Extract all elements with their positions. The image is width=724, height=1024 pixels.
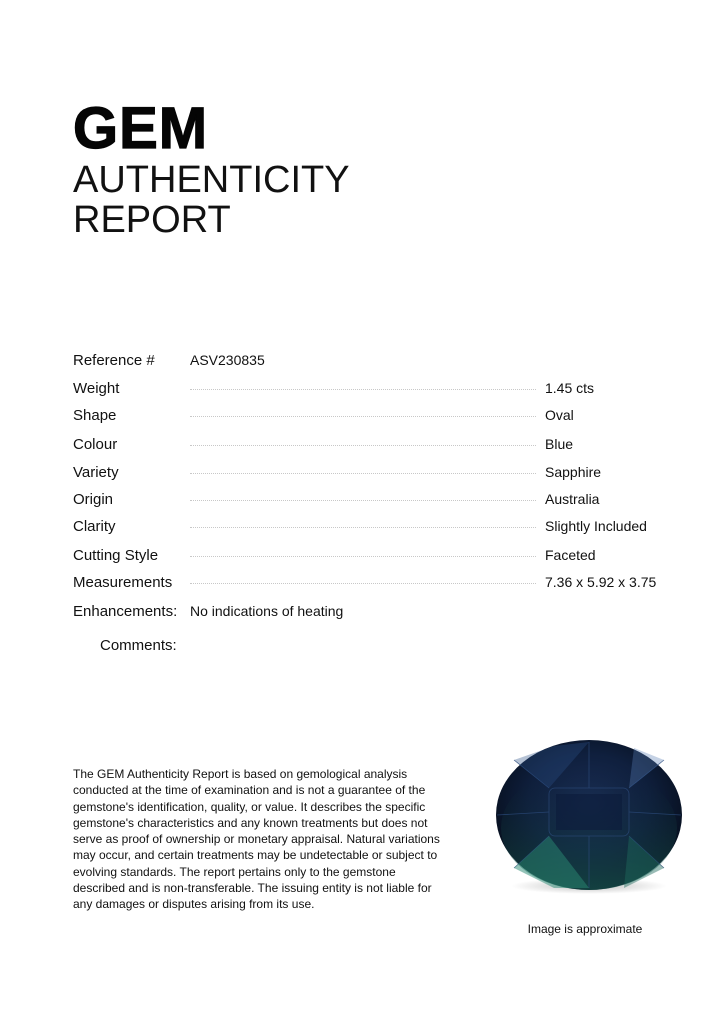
detail-label: Shape — [73, 407, 117, 424]
detail-value: Sapphire — [545, 464, 602, 480]
leader-line — [190, 473, 536, 474]
detail-row-cutting-style — [73, 543, 673, 569]
report-title: GEM — [73, 96, 209, 161]
leader-line — [190, 583, 536, 584]
detail-row-measurements — [73, 570, 673, 596]
image-caption: Image is approximate — [527, 922, 643, 936]
subtitle-line-1: AUTHENTICITY — [73, 159, 350, 201]
leader-line — [190, 556, 536, 557]
detail-label: Measurements — [73, 574, 173, 591]
detail-value: Slightly Included — [545, 518, 647, 534]
detail-label: Colour — [73, 436, 118, 453]
detail-value: 7.36 x 5.92 x 3.75 — [545, 574, 657, 590]
detail-value: Blue — [545, 436, 574, 452]
detail-row-weight — [73, 376, 673, 402]
leader-line — [190, 416, 536, 417]
leader-line — [190, 445, 536, 446]
detail-label: Origin — [73, 491, 114, 508]
leader-line — [190, 389, 536, 390]
detail-row-origin — [73, 487, 673, 513]
enhancements-label: Enhancements: — [73, 603, 178, 620]
detail-label: Clarity — [73, 518, 116, 535]
detail-value: 1.45 cts — [545, 380, 595, 396]
subtitle-line-2: REPORT — [73, 199, 231, 241]
detail-label: Cutting Style — [73, 547, 159, 564]
detail-row-clarity — [73, 514, 673, 540]
report-subtitle — [73, 160, 350, 240]
sapphire-image — [494, 738, 684, 898]
detail-value: Oval — [545, 407, 574, 423]
leader-line — [190, 527, 536, 528]
reference-label: Reference # — [73, 352, 155, 369]
detail-label: Variety — [73, 464, 119, 481]
detail-row-colour — [73, 432, 673, 458]
detail-value: Faceted — [545, 547, 596, 563]
disclaimer-text: The GEM Authenticity Report is based on gemological analysis conducted at the time of examination and is not a guarantee of the gemstone's identification, quality, or value. It describes the specific gemstone's characteristics and any known treatments but does not serve as proof of ownership or monetary appraisal. Natural variations may occur, and certain treatments may be undetectable or subject to evolving standards. The report pertains only to the gemstone described and is non-transferable. The issuing entity is not liable for any damages or disputes arising from its use. — [73, 767, 440, 912]
reference-value: ASV230835 — [190, 352, 265, 368]
detail-value: Australia — [545, 491, 600, 507]
enhancements-value: No indications of heating — [190, 603, 344, 619]
detail-row-shape — [73, 403, 673, 429]
leader-line — [190, 500, 536, 501]
detail-row-variety — [73, 460, 673, 486]
detail-label: Weight — [73, 380, 120, 397]
comments-label: Comments: — [100, 637, 177, 654]
